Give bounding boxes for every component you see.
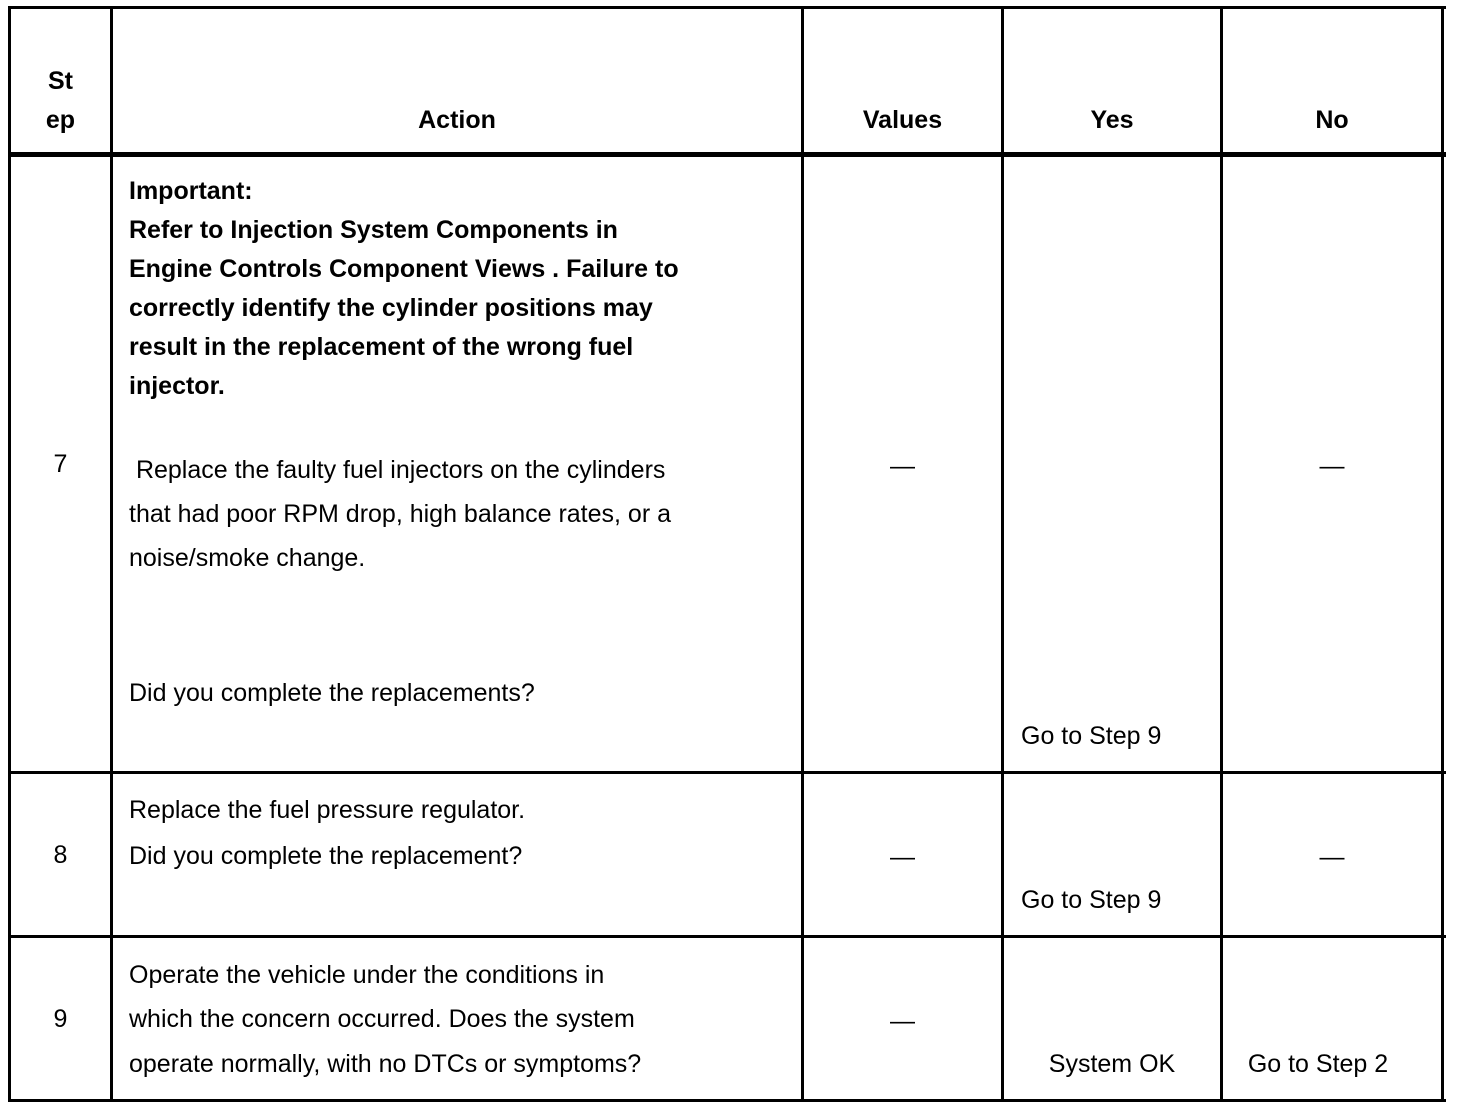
- no-cell: —: [1319, 843, 1345, 871]
- header-step-line1: St: [48, 67, 73, 95]
- column-border-right: [1441, 6, 1444, 1102]
- action-line: Replace the faulty fuel injectors on the cylinders: [129, 456, 666, 484]
- important-note-line: correctly identify the cylinder positions may: [129, 294, 653, 322]
- step-number: 9: [53, 1005, 68, 1033]
- no-cell: —: [1319, 452, 1345, 480]
- column-border-step-action: [110, 6, 113, 1102]
- header-values: Values: [862, 106, 943, 134]
- step-number: 8: [53, 841, 68, 869]
- values-cell: —: [890, 452, 915, 480]
- row-8-bottom-border: [8, 935, 1446, 938]
- important-note-line: Engine Controls Component Views . Failure to: [129, 255, 679, 283]
- action-line: noise/smoke change.: [129, 544, 366, 572]
- values-cell: —: [890, 843, 915, 871]
- table-top-border: [8, 6, 1446, 9]
- action-line: Operate the vehicle under the conditions in: [129, 961, 605, 989]
- header-no: No: [1315, 106, 1349, 134]
- table-bottom-border: [8, 1099, 1446, 1102]
- header-action: Action: [418, 106, 496, 134]
- column-border-yes-no: [1220, 6, 1223, 1102]
- important-note-line: injector.: [129, 372, 225, 400]
- action-line: that had poor RPM drop, high balance rates, or a: [129, 500, 671, 528]
- column-border-left: [8, 6, 11, 1102]
- action-line: operate normally, with no DTCs or symptoms?: [129, 1050, 642, 1078]
- no-cell: Go to Step 2: [1247, 1050, 1389, 1078]
- action-question: Did you complete the replacements?: [129, 679, 535, 707]
- yes-cell: Go to Step 9: [1021, 886, 1162, 914]
- header-step-line2: ep: [45, 106, 76, 134]
- important-note-line: Refer to Injection System Components in: [129, 216, 618, 244]
- important-note-line: result in the replacement of the wrong fuel: [129, 333, 634, 361]
- important-label: Important:: [129, 177, 253, 205]
- step-number: 7: [53, 450, 68, 478]
- action-line: Did you complete the replacement?: [129, 842, 523, 870]
- yes-cell: System OK: [1048, 1050, 1176, 1078]
- header-bottom-border: [8, 152, 1446, 157]
- action-line: which the concern occurred. Does the system: [129, 1005, 635, 1033]
- column-border-action-values: [801, 6, 804, 1102]
- row-7-bottom-border: [8, 771, 1446, 774]
- values-cell: —: [890, 1007, 915, 1035]
- action-line: Replace the fuel pressure regulator.: [129, 796, 526, 824]
- yes-cell: Go to Step 9: [1021, 722, 1162, 750]
- header-yes: Yes: [1090, 106, 1134, 134]
- column-border-values-yes: [1001, 6, 1004, 1102]
